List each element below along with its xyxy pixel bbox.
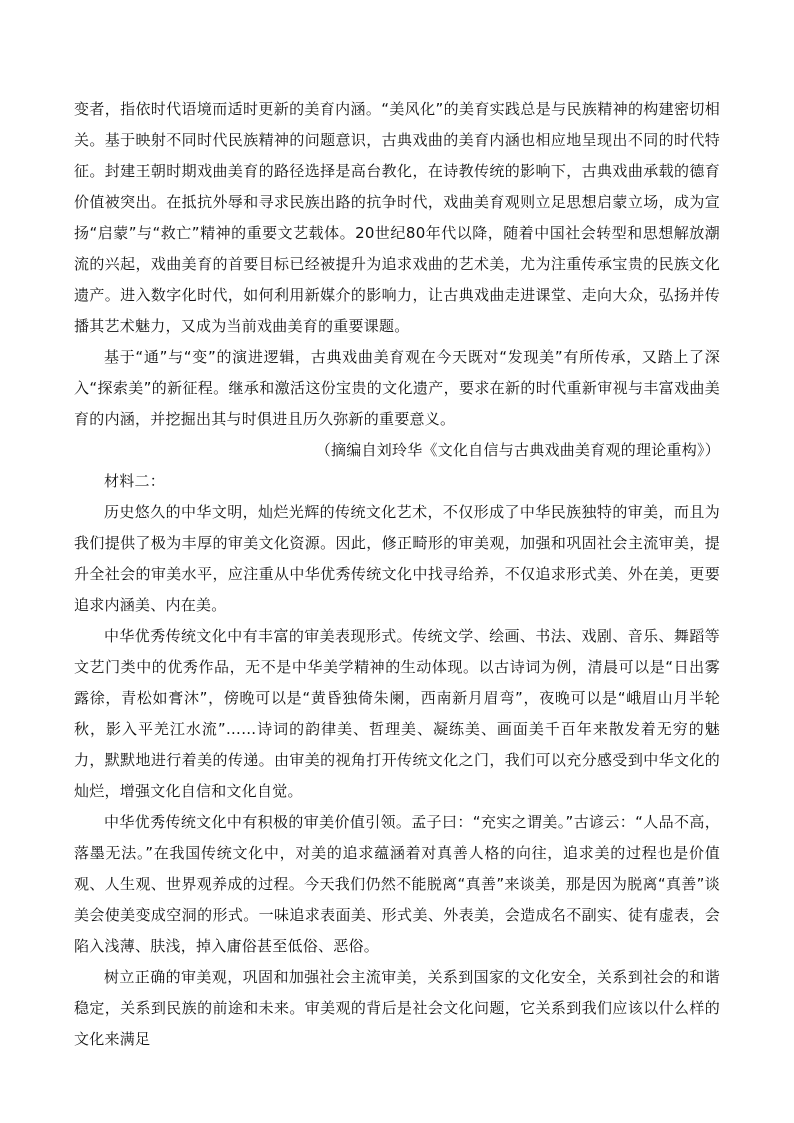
paragraph-tong-bian: 基于“通”与“变”的演进逻辑，古典戏曲美育观在今天既对“发现美”有所传承，又踏上了深入“探索美”的新征程。继承和激活这份宝贵的文化遗产，要求在新的时代重新审视与丰富戏曲美育的内涵，并挖掘出其与时俱进且历久弥新的重要意义。 [74, 348, 720, 428]
document-page [74, 94, 720, 1055]
paragraph-continued: 变者，指依时代语境而适时更新的美育内涵。“美风化”的美育实践总是与民族精神的构建密切相关。基于映射不同时代民族精神的问题意识，古典戏曲的美育内涵也相应地呈现出不同的时代特征。封建王朝时期戏曲美育的路径选择是高台教化，在诗教传统的影响下，古典戏曲承载的德育价值被突出。在抵抗外辱和寻求民族出路的抗争时代，戏曲美育观则立足思想启蒙立场，成为宣扬“启蒙”与“救亡”精神的重要文艺载体。20世纪80年代以降，随着中国社会转型和思想解放潮流的兴起，戏曲美育的首要目标已经被提升为追求戏曲的艺术美，尤为注重传承宝贵的民族文化遗产。进入数字化时代，如何利用新媒介的影响力，让古典戏曲走进课堂、走向大众，弘扬并传播其艺术魅力，又成为当前戏曲美育的重要课题。 [74, 100, 720, 335]
paragraph-forms: 中华优秀传统文化中有丰富的审美表现形式。传统文学、绘画、书法、戏剧、音乐、舞蹈等文艺门类中的优秀作品，无不是中华美学精神的生动体现。以古诗词为例，清晨可以是“日出雾露徐，青松如膏沐”，傍晚可以是“黄昏独倚朱阑，西南新月眉弯”，夜晚可以是“峨眉山月半轮秋，影入平羌江水流”……诗词的韵律美、哲理美、凝练美、画面美千百年来散发着无穷的魅力，默默地进行着美的传递。由审美的视角打开传统文化之门，我们可以充分感受到中华文化的灿烂，增强文化自信和文化自觉。 [74, 627, 720, 800]
paragraph-history: 历史悠久的中华文明，灿烂光辉的传统文化艺术，不仅形成了中华民族独特的审美，而且为我们提供了极为丰厚的审美文化资源。因此，修正畸形的审美观，加强和巩固社会主流审美，提升全社会的审美水平，应注重从中华优秀传统文化中找寻给养，不仅追求形式美、外在美，更要追求内涵美、内在美。 [74, 503, 720, 614]
paragraph-values: 中华优秀传统文化中有积极的审美价值引领。孟子曰：“充实之谓美。”古谚云：“人品不高，落墨无法。”在我国传统文化中，对美的追求蕴涵着对真善人格的向往，追求美的过程也是价值观、人生观、世界观养成的过程。今天我们仍然不能脱离“真善”来谈美，那是因为脱离“真善”谈美会使美变成空洞的形式。一味追求表面美、形式美、外表美，会造成名不副实、徒有虚表，会陷入浅薄、肤浅，掉入庸俗甚至低俗、恶俗。 [74, 813, 720, 955]
source-citation: （摘编自刘玲华《文化自信与古典戏曲美育观的理论重构》） [315, 441, 720, 459]
material-two-label: 材料二： [104, 472, 166, 490]
paragraph-aesthetic-view: 树立正确的审美观，巩固和加强社会主流审美，关系到国家的文化安全，关系到社会的和谐稳定，关系到民族的前途和未来。审美观的背后是社会文化问题，它关系到我们应该以什么样的文化来满足 [74, 968, 720, 1048]
